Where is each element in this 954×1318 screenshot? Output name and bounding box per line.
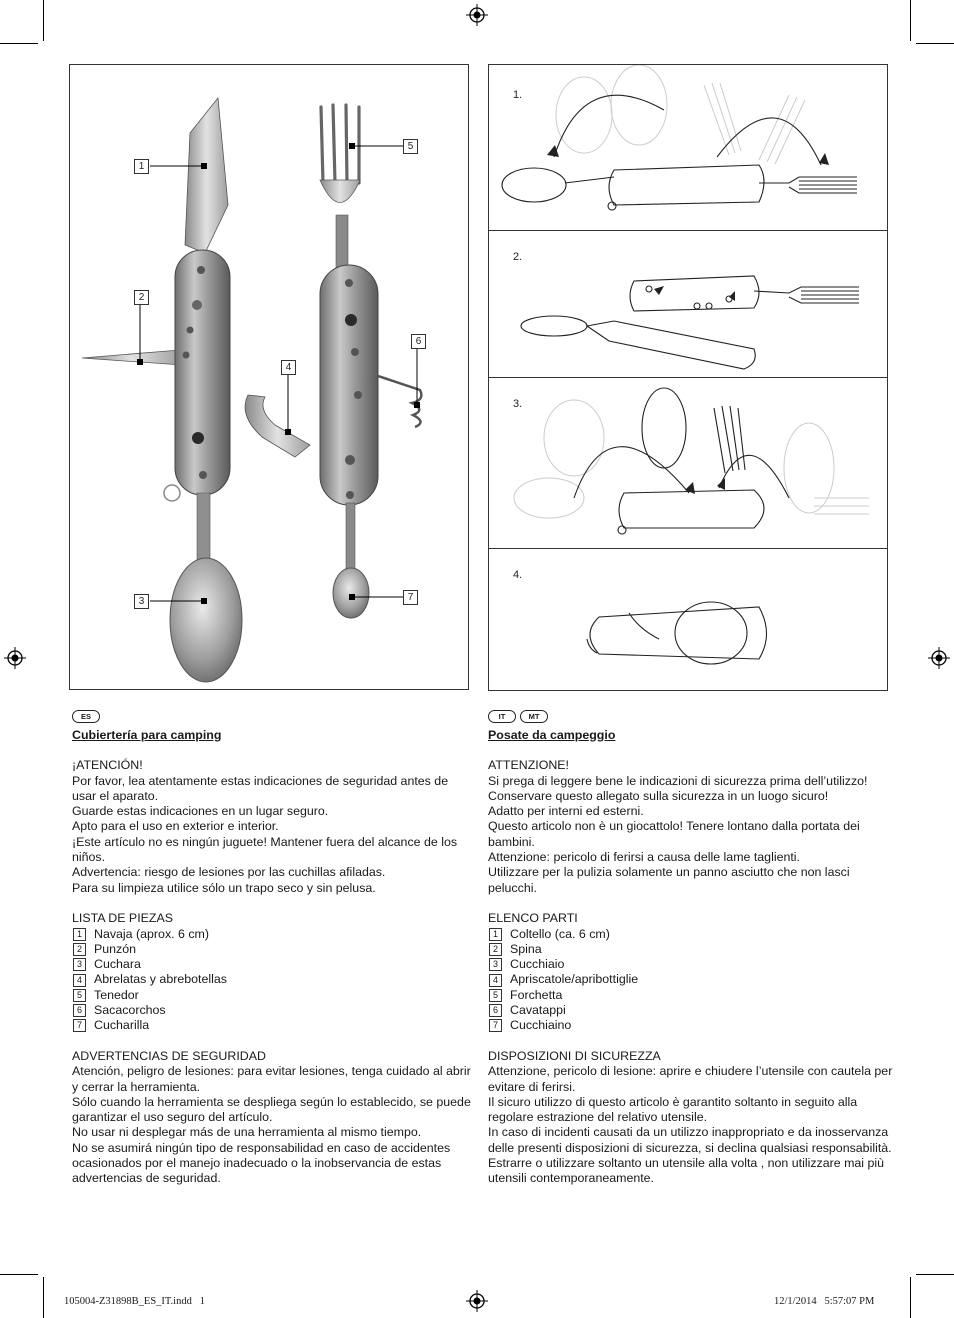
attention-line: Guarde estas indicaciones en un lugar seguro. xyxy=(72,804,329,819)
language-badges xyxy=(72,710,472,724)
part-label: Cuchara xyxy=(94,957,141,972)
product-photo xyxy=(69,64,469,690)
step-2-drawing xyxy=(489,231,887,377)
crop-mark xyxy=(910,0,911,41)
part-number: 3 xyxy=(489,958,502,971)
parts-list xyxy=(488,911,893,1033)
footer-timestamp: 12/1/2014 5:57:07 PM xyxy=(774,1296,875,1307)
crop-mark xyxy=(43,1277,44,1318)
spanish-column xyxy=(72,710,472,1187)
step-panel-2 xyxy=(489,231,887,378)
registration-mark-icon xyxy=(466,1290,488,1312)
step-number: 3. xyxy=(513,398,523,410)
step-number: 1. xyxy=(513,89,523,101)
part-item xyxy=(72,972,472,987)
attention-line: Por favor, lea atentamente estas indicaciones de seguridad antes de usar el aparato. xyxy=(72,773,449,803)
part-item xyxy=(72,957,472,972)
part-number: 6 xyxy=(489,1004,502,1017)
safety-line: No usar ni desplegar más de una herramienta al mismo tiempo. xyxy=(72,1125,422,1140)
part-label: Cucharilla xyxy=(94,1018,150,1033)
safety-section xyxy=(488,1049,893,1187)
registration-mark-icon xyxy=(4,647,26,669)
part-number: 2 xyxy=(489,943,502,956)
safety-line: Estrarre o utilizzare soltanto un utensile alla volta , non utilizzare mai più utensili contemporaneamente. xyxy=(488,1156,885,1186)
step-number: 4. xyxy=(513,569,523,581)
attention-line: Questo articolo non è un giocattolo! Tenere lontano dalla portata dei bambini. xyxy=(488,819,860,849)
language-badges xyxy=(488,710,893,724)
part-number: 7 xyxy=(73,1019,86,1032)
part-label: Punzón xyxy=(94,941,137,956)
part-label: Cavatappi xyxy=(510,1003,566,1018)
part-item xyxy=(488,972,893,987)
product-title: Posate da campeggio xyxy=(488,728,616,742)
attention-line: Adatto per interni ed esterni. xyxy=(488,804,644,819)
attention-section xyxy=(488,758,893,896)
language-badge-mt: MT xyxy=(520,710,548,723)
crop-mark xyxy=(0,43,38,44)
part-label: Navaja (aprox. 6 cm) xyxy=(94,926,209,941)
part-item xyxy=(72,942,472,957)
attention-heading: ¡ATENCIÓN! xyxy=(72,758,143,773)
crop-mark xyxy=(0,1274,38,1275)
crop-mark xyxy=(910,1277,911,1318)
parts-heading: LISTA DE PIEZAS xyxy=(72,911,173,926)
part-item xyxy=(488,942,893,957)
part-number: 7 xyxy=(489,1019,502,1032)
part-item xyxy=(488,927,893,942)
part-item xyxy=(488,1003,893,1018)
language-badge-es: ES xyxy=(72,710,100,723)
safety-section xyxy=(72,1049,472,1187)
attention-section xyxy=(72,758,472,896)
part-number: 4 xyxy=(489,974,502,987)
safety-line: Atención, peligro de lesiones: para evitar lesiones, tenga cuidado al abrir y cerrar la herramienta. xyxy=(72,1064,471,1094)
safety-line: No se asumirá ningún tipo de responsabilidad en caso de accidentes ocasionados por el manejo inadecuado o la inobservancia de estas advertencias de seguridad. xyxy=(72,1140,451,1186)
callout-1: 1 xyxy=(134,159,149,174)
assembly-steps-figure xyxy=(488,64,888,691)
part-label: Apriscatole/apribottiglie xyxy=(510,972,639,987)
safety-heading: DISPOSIZIONI DI SICUREZZA xyxy=(488,1048,661,1063)
part-item xyxy=(72,1018,472,1033)
part-label: Cucchiaio xyxy=(510,957,565,972)
part-number: 3 xyxy=(73,958,86,971)
attention-line: Advertencia: riesgo de lesiones por las cuchillas afiladas. xyxy=(72,865,386,880)
callout-3: 3 xyxy=(134,594,149,609)
part-item xyxy=(488,988,893,1003)
part-label: Cucchiaino xyxy=(510,1018,572,1033)
parts-heading: ELENCO PARTI xyxy=(488,911,578,926)
safety-line: In caso di incidenti causati da un utilizzo inappropriato e da inosservanza delle presenti disposizioni di sicurezza, si declina qualsiasi responsabilità. xyxy=(488,1125,892,1155)
part-item xyxy=(72,927,472,942)
registration-mark-icon xyxy=(928,647,950,669)
safety-line: Attenzione, pericolo di lesione: aprire e chiudere l’utensile con cautela per evitare di ferirsi. xyxy=(488,1064,893,1094)
step-panel-3 xyxy=(489,378,887,549)
step-number: 2. xyxy=(513,251,523,263)
part-item xyxy=(72,988,472,1003)
language-badge-it: IT xyxy=(488,710,516,723)
callout-4: 4 xyxy=(281,360,296,375)
parts-list xyxy=(72,911,472,1033)
step-3-drawing xyxy=(489,378,887,548)
part-number: 6 xyxy=(73,1004,86,1017)
part-label: Tenedor xyxy=(94,987,139,1002)
attention-line: Utilizzare per la pulizia solamente un panno asciutto che non lasci pelucchi. xyxy=(488,865,850,895)
italian-column xyxy=(488,710,893,1187)
part-label: Spina xyxy=(510,941,542,956)
callout-6: 6 xyxy=(411,334,426,349)
part-label: Abrelatas y abrebotellas xyxy=(94,972,227,987)
part-number: 1 xyxy=(73,928,86,941)
product-title: Cubiertería para camping xyxy=(72,728,222,742)
crop-mark xyxy=(916,43,954,44)
step-panel-4 xyxy=(489,549,887,690)
attention-line: Si prega di leggere bene le indicazioni di sicurezza prima dell’utilizzo! xyxy=(488,773,868,788)
part-label: Coltello (ca. 6 cm) xyxy=(510,926,610,941)
part-item xyxy=(488,1018,893,1033)
attention-line: Para su limpieza utilice sólo un trapo seco y sin pelusa. xyxy=(72,880,376,895)
attention-heading: ATTENZIONE! xyxy=(488,758,569,773)
attention-line: Attenzione: pericolo di ferirsi a causa delle lame taglienti. xyxy=(488,850,800,865)
attention-line: Apto para el uso en exterior e interior. xyxy=(72,819,279,834)
step-panel-1 xyxy=(489,65,887,231)
part-number: 4 xyxy=(73,974,86,987)
crop-mark xyxy=(43,0,44,41)
safety-heading: ADVERTENCIAS DE SEGURIDAD xyxy=(72,1048,266,1063)
crop-mark xyxy=(916,1274,954,1275)
safety-line: Sólo cuando la herramienta se despliega según lo establecido, se puede garantizar el uso seguro del artículo. xyxy=(72,1094,471,1125)
callout-2: 2 xyxy=(134,290,149,305)
part-number: 1 xyxy=(489,928,502,941)
part-label: Forchetta xyxy=(510,987,563,1002)
step-4-drawing xyxy=(489,549,887,689)
step-1-drawing xyxy=(489,65,887,230)
callout-5: 5 xyxy=(403,139,418,154)
part-item xyxy=(488,957,893,972)
footer-filename: 105004-Z31898B_ES_IT.indd 1 xyxy=(64,1296,205,1307)
part-number: 5 xyxy=(73,989,86,1002)
attention-line: ¡Este artículo no es ningún juguete! Mantener fuera del alcance de los niños. xyxy=(72,834,458,865)
safety-line: Il sicuro utilizzo di questo articolo è garantito soltanto in seguito alla regolare estrazione del relativo utensile. xyxy=(488,1094,858,1125)
attention-line: Conservare questo allegato sulla sicurezza in un luogo sicuro! xyxy=(488,788,829,803)
registration-mark-icon xyxy=(466,4,488,26)
part-item xyxy=(72,1003,472,1018)
part-number: 2 xyxy=(73,943,86,956)
part-label: Sacacorchos xyxy=(94,1003,166,1018)
callout-7: 7 xyxy=(403,590,418,605)
part-number: 5 xyxy=(489,989,502,1002)
